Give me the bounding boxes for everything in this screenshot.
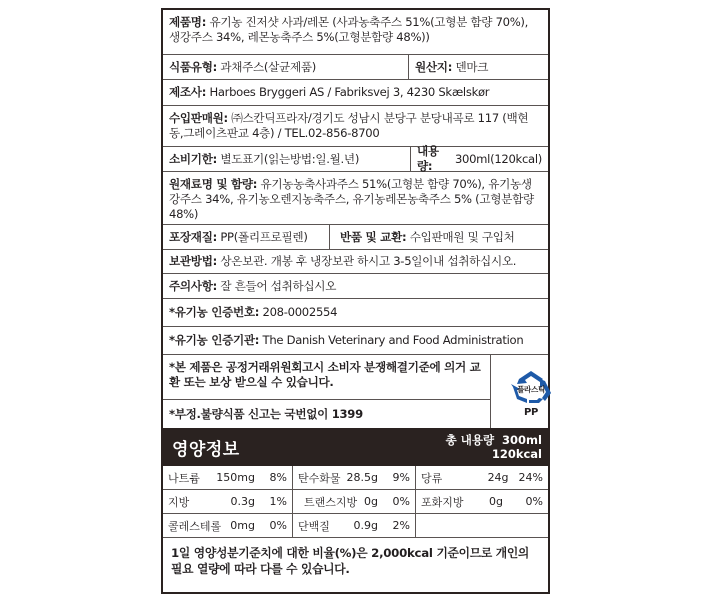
caution-key: 주의사항: xyxy=(169,278,217,293)
row-organic-cert-body xyxy=(163,327,548,355)
nutrient-cholesterol: 콜레스테롤 0mg 0% xyxy=(168,519,287,533)
nutrient-trans-fat: 트랜스지방 0g 0% xyxy=(292,490,415,513)
row-manufacturer xyxy=(163,80,548,106)
nutrition-footer-note: 1일 영양성분기준치에 대한 비율(%)은 2,000kcal 기준이므로 개인의 필요 열량에 따라 다를 수 있습니다. xyxy=(171,546,530,576)
origin-value: 덴마크 xyxy=(455,59,489,74)
row-organic-cert-no xyxy=(163,299,548,327)
caution-value: 잘 흔들어 섭취하십시오 xyxy=(220,278,337,293)
packaging-key: 포장재질: xyxy=(169,229,217,244)
recycle-material: PP xyxy=(523,407,539,417)
food-type-key: 식품유형: xyxy=(169,59,217,74)
expiry-key: 소비기한: xyxy=(169,151,217,166)
nutrition-total-volume: 총 내용량 300ml xyxy=(445,433,542,447)
recycle-mark xyxy=(490,355,548,428)
nutrition-row xyxy=(163,466,548,490)
nutrient-fat: 지방 0.3g 1% xyxy=(168,495,287,509)
dispute-notice: *본 제품은 공정거래위원회고시 소비자 분쟁해결기준에 의거 교환 또는 보상 받으실 수 있습니다. xyxy=(163,355,490,400)
volume-key: 내용량: xyxy=(417,144,439,173)
nutrition-total-kcal: 120kcal xyxy=(491,447,542,461)
returns-key: 반품 및 교환: xyxy=(340,229,407,244)
row-importer xyxy=(163,106,548,147)
row-food-type xyxy=(163,55,548,80)
ingredients-key: 원재료명 및 함량: xyxy=(169,177,258,191)
organic-cert-body-key: *유기농 인증기관: xyxy=(169,333,260,347)
nutrition-title: 영양정보 xyxy=(172,440,240,460)
nutrient-saturated-fat: 포화지방 0g 0% xyxy=(415,490,548,513)
nutrition-total xyxy=(446,433,542,461)
product-name-value: 유기농 진저샷 사과/레몬 (사과농축주스 51%(고형분 함량 70%), 생강주스 34%, 레몬농축주스 5%(고형분함량 48%)) xyxy=(169,15,529,44)
storage-key: 보관방법: xyxy=(169,254,217,268)
recycle-text: 플라스틱 xyxy=(517,385,545,394)
nutrient-carbohydrate: 탄수화물 28.5g 9% xyxy=(292,466,415,489)
nutrition-row xyxy=(163,490,548,514)
importer-value: ㈜스칸딕프라자/경기도 성남시 분당구 분당내곡로 117 (백현동,그레이츠판교 4층) / TEL.02-856-8700 xyxy=(169,111,529,140)
organic-cert-no-value: 208-0002554 xyxy=(262,305,338,319)
manufacturer-value: Harboes Bryggeri AS / Fabriksvej 3, 4230 Skælskør xyxy=(209,85,490,99)
nutrition-header xyxy=(163,428,548,466)
row-caution xyxy=(163,274,548,299)
nutrition-row xyxy=(163,514,548,538)
organic-cert-no-key: *유기농 인증번호: xyxy=(169,305,260,319)
packaging-value: PP(폴리프로필렌) xyxy=(220,229,308,244)
origin-key: 원산지: xyxy=(415,59,453,74)
food-label xyxy=(161,8,550,594)
manufacturer-key: 제조사: xyxy=(169,85,207,99)
expiry-value: 별도표기(읽는방법:일.월.년) xyxy=(220,151,360,166)
organic-cert-body-value: The Danish Veterinary and Food Administration xyxy=(262,333,524,347)
row-packaging xyxy=(163,225,548,250)
nutrient-sugars: 당류 24g 24% xyxy=(415,466,548,489)
row-notices xyxy=(163,355,548,428)
row-ingredients xyxy=(163,172,548,225)
food-type-value: 과채주스(살균제품) xyxy=(220,59,316,74)
report-notice: *부정.불량식품 신고는 국번없이 1399 xyxy=(169,406,363,421)
storage-value: 상온보관. 개봉 후 냉장보관 하시고 3-5일이내 섭취하십시오. xyxy=(220,254,517,268)
nutrient-sodium: 나트륨 150mg 8% xyxy=(168,471,287,485)
row-storage xyxy=(163,250,548,274)
row-product-name xyxy=(163,10,548,55)
volume-value: 300ml(120kcal) xyxy=(454,151,542,166)
row-expiry xyxy=(163,144,548,173)
product-name-key: 제품명: xyxy=(169,15,207,29)
recycle-icon xyxy=(505,365,557,417)
ingredients-value: 유기농농축사과주스 51%(고형분 함량 70%), 유기농생강주스 34%, 유기농오렌지농축주스, 유기농레몬농축주스 5% (고형분함량48%) xyxy=(169,177,534,221)
nutrient-empty xyxy=(415,514,548,537)
importer-key: 수입판매원: xyxy=(169,111,228,125)
nutrient-protein: 단백질 0.9g 2% xyxy=(292,514,415,537)
returns-value: 수입판매원 및 구입처 xyxy=(409,229,515,244)
